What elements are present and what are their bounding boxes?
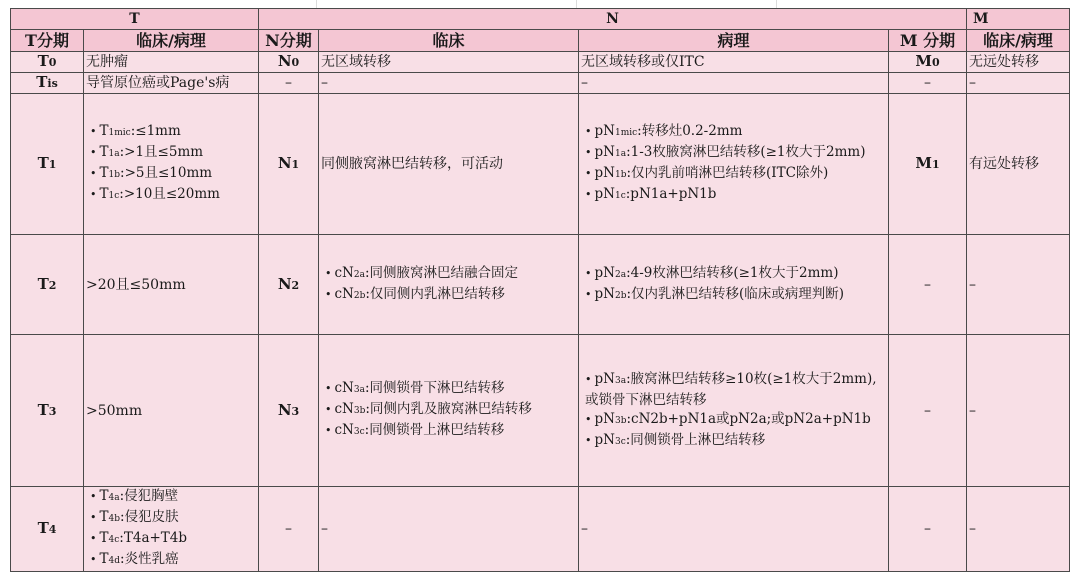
n-clinical-cell[interactable]: –	[319, 487, 579, 572]
header-n-clinical[interactable]: 临床	[319, 30, 579, 52]
bullet-item: • pN3b:cN2b+pN1a或pN2a;或pN2a+pN1b	[585, 410, 888, 431]
t-stage-cell-label: T3	[37, 400, 57, 419]
bullet-subscript: 3a	[353, 385, 365, 395]
bullet-item: • T1a:>1且≤5mm	[90, 143, 258, 164]
t-stage-cell-label: T1	[37, 154, 57, 172]
n-stage-cell[interactable]: –	[259, 487, 319, 572]
bullet-item: • pN2b:仅内乳淋巴结转移(临床或病理判断)	[585, 285, 888, 306]
n-pathology-cell[interactable]	[579, 94, 889, 235]
column-header-row	[11, 30, 1070, 52]
n-clinical-cell[interactable]	[319, 235, 579, 335]
t-stage-cell[interactable]	[11, 52, 84, 73]
header-m-stage[interactable]: M 分期	[889, 30, 967, 52]
n-stage-cell-label: N0	[277, 52, 300, 70]
t-stage-cell-subscript: 1	[48, 158, 57, 171]
bullet-item: • T1b:>5且≤10mm	[90, 164, 258, 185]
n-stage-cell-label: N3	[277, 400, 300, 419]
gridline	[316, 0, 317, 8]
t-stage-cell-subscript: 2	[48, 278, 57, 292]
n-stage-cell-subscript: 1	[291, 158, 300, 171]
bullet-item: • pN1b:仅内乳前哨淋巴结转移(ITC除外)	[585, 164, 888, 185]
bullet-subscript: 4d	[108, 556, 121, 566]
t-desc-cell[interactable]: 导管原位癌或Page's病	[84, 73, 259, 94]
m-desc-cell[interactable]: 有远处转移	[967, 94, 1070, 235]
m-stage-cell-label: M1	[915, 154, 940, 172]
m-stage-cell-subscript: 1	[931, 158, 940, 171]
m-desc-cell[interactable]: 无远处转移	[967, 52, 1070, 73]
header-n-stage[interactable]: N分期	[259, 30, 319, 52]
bullet-item: • pN3a:腋窝淋巴结转移≥10枚(≥1枚大于2mm),或锁骨下淋巴结转移	[585, 370, 888, 410]
n-stage-cell[interactable]	[259, 94, 319, 235]
m-desc-cell[interactable]: –	[967, 335, 1070, 487]
n-stage-cell[interactable]	[259, 52, 319, 73]
bullet-subscript: 2a	[353, 269, 365, 280]
table-row	[11, 335, 1070, 487]
n-clinical-cell[interactable]: 同侧腋窝淋巴结转移，可活动	[319, 94, 579, 235]
t-stage-cell[interactable]	[11, 335, 84, 487]
t-stage-cell-subscript: 3	[48, 404, 57, 418]
bullet-item: • pN3c:同侧锁骨上淋巴结转移	[585, 431, 888, 452]
m-stage-cell[interactable]: –	[889, 73, 967, 94]
header-n-pathology[interactable]: 病理	[579, 30, 889, 52]
group-m-cell[interactable]: M	[967, 9, 1070, 30]
table-row	[11, 52, 1070, 73]
table-row	[11, 94, 1070, 235]
t-stage-cell[interactable]	[11, 94, 84, 235]
n-stage-cell[interactable]	[259, 335, 319, 487]
bullet-item: • pN2a:4-9枚淋巴结转移(≥1枚大于2mm)	[585, 264, 888, 285]
gridline	[576, 0, 577, 8]
bullet-item: • T4b:侵犯皮肤	[90, 508, 258, 529]
bullet-subscript: 3a	[614, 375, 627, 386]
n-clinical-cell-list	[321, 264, 578, 306]
group-t-cell[interactable]: T	[11, 9, 259, 30]
bullet-subscript: 2a	[614, 269, 627, 280]
t-stage-cell-subscript: 4	[48, 523, 57, 536]
bullet-subscript: 3b	[353, 406, 366, 416]
bullet-item: • pN1c:pN1a+pN1b	[585, 185, 888, 206]
m-stage-cell[interactable]: –	[889, 235, 967, 335]
n-clinical-cell[interactable]: –	[319, 73, 579, 94]
bullet-item: • cN3a:同侧锁骨下淋巴结转移	[325, 379, 578, 400]
t-stage-cell[interactable]	[11, 73, 84, 94]
m-desc-cell[interactable]: –	[967, 235, 1070, 335]
n-clinical-cell[interactable]	[319, 335, 579, 487]
bullet-subscript: 1mic	[108, 128, 131, 138]
n-stage-cell-subscript: 2	[291, 278, 300, 292]
n-pathology-cell[interactable]: 无区域转移或仅ITC	[579, 52, 889, 73]
n-pathology-cell[interactable]	[579, 335, 889, 487]
m-desc-cell[interactable]: –	[967, 487, 1070, 572]
t-desc-cell[interactable]: >20且≤50mm	[84, 235, 259, 335]
bullet-subscript: 4c	[108, 535, 120, 545]
n-pathology-cell-list	[581, 122, 888, 206]
t-desc-cell[interactable]: >50mm	[84, 335, 259, 487]
table-row	[11, 235, 1070, 335]
bullet-subscript: 4b	[108, 514, 121, 524]
gridline	[776, 0, 777, 8]
n-stage-cell-label: N2	[277, 274, 300, 293]
n-stage-cell[interactable]	[259, 235, 319, 335]
bullet-subscript: 1mic	[614, 128, 638, 138]
m-stage-cell-label: M0	[915, 52, 940, 70]
n-pathology-cell[interactable]: –	[579, 73, 889, 94]
bullet-item: • pN1mic:转移灶0.2-2mm	[585, 122, 888, 143]
bullet-subscript: 1b	[108, 170, 121, 180]
t-desc-cell-list	[86, 487, 258, 571]
bullet-subscript: 1a	[108, 149, 120, 159]
m-stage-cell-subscript: 0	[931, 56, 940, 69]
group-n-cell[interactable]: N	[259, 9, 967, 30]
t-stage-cell-label: T0	[37, 52, 57, 70]
bullet-item: • T4a:侵犯胸壁	[90, 487, 258, 508]
t-desc-cell[interactable]	[84, 94, 259, 235]
bullet-item: • cN2b:仅同侧内乳淋巴结转移	[325, 285, 578, 306]
bullet-subscript: 2b	[614, 290, 627, 301]
n-clinical-cell[interactable]: 无区域转移	[319, 52, 579, 73]
bullet-subscript: 1b	[614, 170, 627, 180]
n-clinical-cell-list	[321, 379, 578, 442]
bullet-subscript: 1c	[614, 191, 626, 201]
header-m-clin-path[interactable]: 临床/病理	[967, 30, 1070, 52]
table-row	[11, 487, 1070, 572]
n-pathology-cell-list	[581, 370, 888, 452]
t-stage-cell-label: T2	[37, 274, 57, 293]
bullet-subscript: 3c	[353, 427, 365, 437]
n-pathology-cell[interactable]: –	[579, 487, 889, 572]
bullet-subscript: 1a	[614, 149, 627, 159]
bullet-item: • T1mic:≤1mm	[90, 122, 258, 143]
bullet-item: • cN3b:同侧内乳及腋窝淋巴结转移	[325, 400, 578, 421]
bullet-item: • T4c:T4a+T4b	[90, 529, 258, 550]
n-stage-cell-label: N1	[277, 154, 300, 172]
bullet-subscript: 3c	[614, 436, 626, 447]
m-desc-cell[interactable]: –	[967, 73, 1070, 94]
bullet-item: • T1c:>10且≤20mm	[90, 185, 258, 206]
bullet-item: • cN2a:同侧腋窝淋巴结融合固定	[325, 264, 578, 285]
n-pathology-cell[interactable]	[579, 235, 889, 335]
m-stage-cell[interactable]	[889, 94, 967, 235]
group-header-row	[11, 9, 1070, 30]
m-stage-cell[interactable]: –	[889, 335, 967, 487]
n-stage-cell-subscript: 3	[291, 404, 300, 418]
t-stage-cell-label: T4	[37, 519, 57, 537]
tnm-staging-table	[10, 8, 1070, 572]
t-desc-cell[interactable]	[84, 487, 259, 572]
bullet-item: • cN3c:同侧锁骨上淋巴结转移	[325, 421, 578, 442]
bullet-subscript: 4a	[108, 493, 120, 503]
t-stage-cell-label: Tis	[36, 73, 58, 91]
n-stage-cell[interactable]: –	[259, 73, 319, 94]
m-stage-cell[interactable]: –	[889, 487, 967, 572]
header-t-stage[interactable]: T分期	[11, 30, 84, 52]
t-stage-cell-subscript: is	[47, 77, 58, 90]
bullet-item: • pN1a:1-3枚腋窝淋巴结转移(≥1枚大于2mm)	[585, 143, 888, 164]
t-desc-cell-list	[86, 122, 258, 206]
bullet-item: • T4d:炎性乳癌	[90, 550, 258, 571]
m-stage-cell[interactable]	[889, 52, 967, 73]
bullet-subscript: 1c	[108, 191, 120, 201]
table-row	[11, 73, 1070, 94]
bullet-subscript: 3b	[614, 415, 627, 426]
n-stage-cell-subscript: 0	[291, 56, 300, 69]
t-desc-cell[interactable]: 无肿瘤	[84, 52, 259, 73]
t-stage-cell[interactable]	[11, 487, 84, 572]
t-stage-cell-subscript: 0	[48, 56, 57, 69]
t-stage-cell[interactable]	[11, 235, 84, 335]
n-pathology-cell-list	[581, 264, 888, 306]
header-t-clin-path[interactable]: 临床/病理	[84, 30, 259, 52]
bullet-subscript: 2b	[353, 290, 366, 301]
